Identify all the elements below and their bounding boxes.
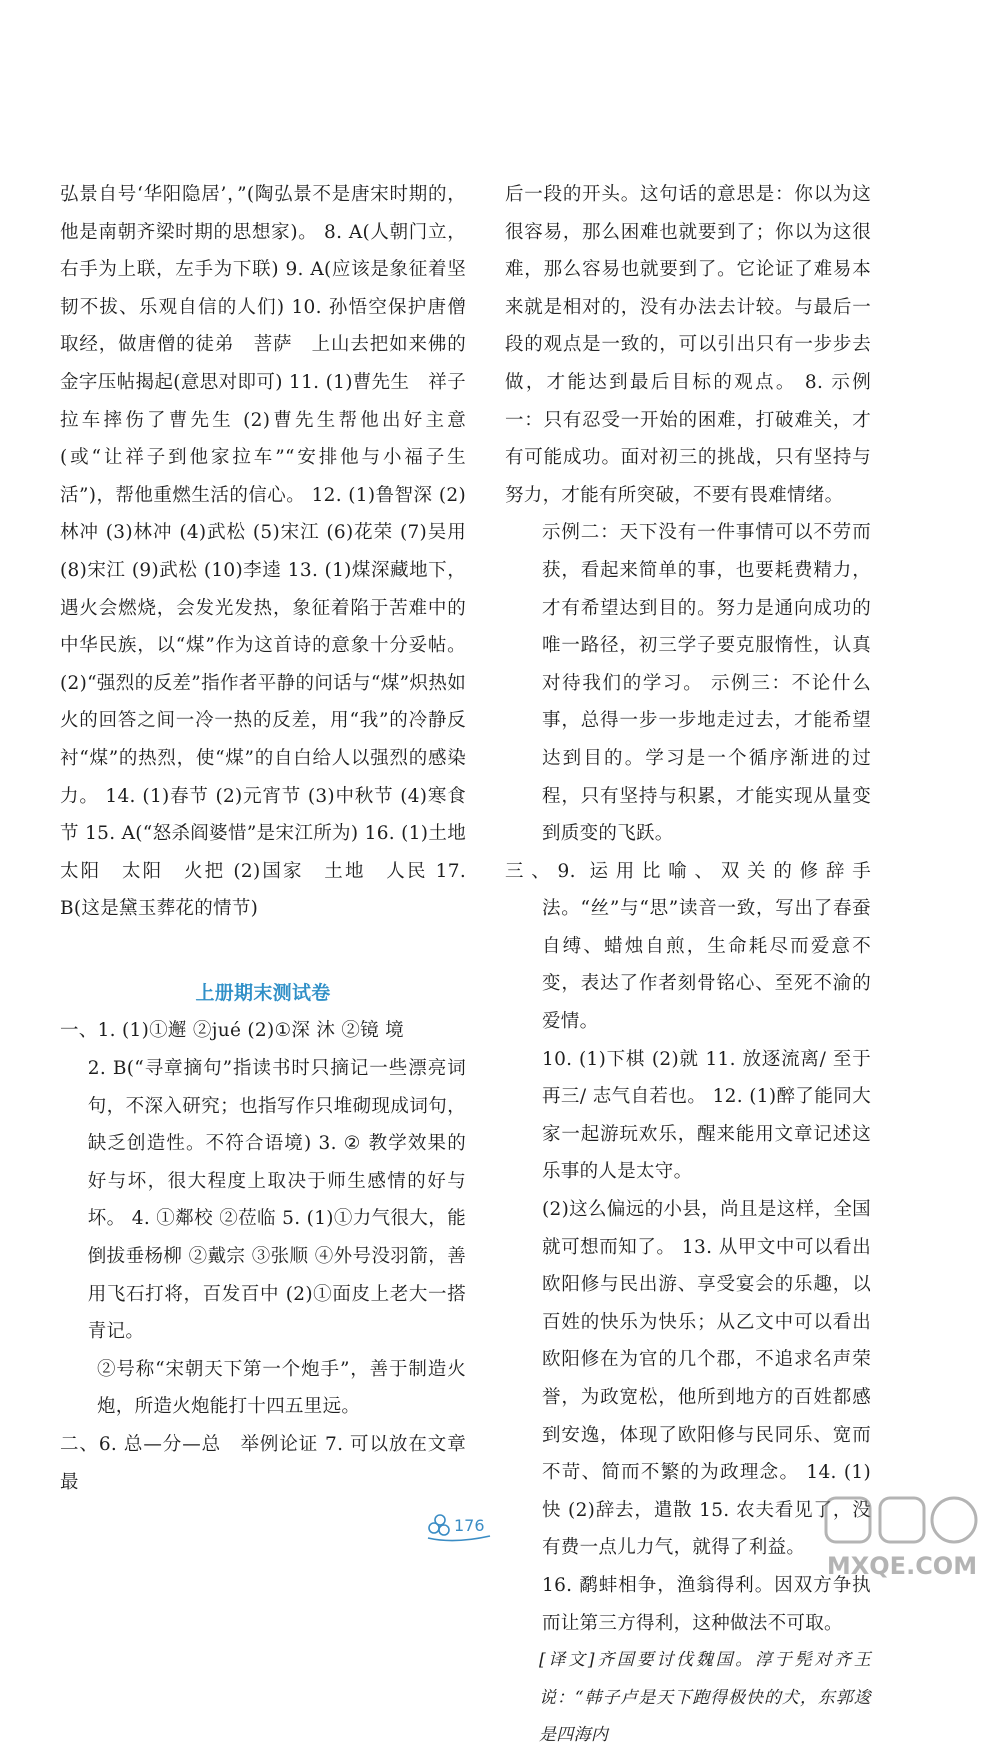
answer-paragraph: (2)这么偏远的小县，尚且是这样，全国就可想而知了。 13. 从甲文中可以看出欧阳修与民出游、享受宴会的乐趣，以百姓的快乐为快乐；从乙文中可以看出欧阳修在为官的几个郡，不追求名声荣誉，为政宽松，他所到地方的百姓都感到安逸，体现了欧阳修与民同乐、宽而不苛、简而不繁的为政理念。 14. (1)快 (2)辞去，遣散 15. 农夫看见了，没有费一点儿力气，就得了利益。 [542,1199,871,1559]
translation-paragraph: [译文]齐国要讨伐魏国。淳于髡对齐王说：“韩子卢是天下跑得极快的犬，东郭逡是四海内 [539,1650,871,1746]
answer-paragraph: 后一段的开头。这句话的意思是：你以为这很容易，那么困难也就要到了；你以为这很难，那么容易也就要到了。它论证了难易本来就是相对的，没有办法去计较。与最后一段的观点是一致的，可以引出只有一步步去做，才能达到最后目标的观点。 8. 示例一：只有忍受一开始的困难，打破难关，才有可能成功。面对初三的挑战，只有坚持与努力，才能有所突破，不要有畏难情绪。 [505,184,871,506]
answer-paragraph: 二、6. 总—分—总 举例论证 7. 可以放在文章最 [60,1434,466,1493]
left-column [60,176,485,1501]
page-number [424,1510,496,1542]
watermark-logo [818,1492,986,1584]
section-title: 上册期末测试卷 [195,981,331,1004]
page-number-text: 176 [454,1516,485,1535]
answer-paragraph: 示例二：天下没有一件事情可以不劳而获，看起来简单的事，也要耗费精力，才有希望达到目的。努力是通向成功的唯一路径，初三学子要克服惰性，认真对待我们的学习。 示例三：不论什么事，总得一步一步地走过去，才能希望达到目的。学习是一个循序渐进的过程，只有坚持与积累，才能实现从量变到质变的飞跃。 [542,522,871,845]
watermark-text: MXQE.COM [826,1552,978,1580]
answer-paragraph: 2. B(“寻章摘句”指读书时只摘记一些漂亮词句，不深入研究；也指写作只堆砌现成词句，缺乏创造性。不符合语境) 3. ② 教学效果的好与坏，很大程度上取决于师生感情的好与坏。 4. ①鄰校 ②莅临 5. (1)①力气很大，能倒拔垂杨柳 ②戴宗 ③张顺 ④外号没羽箭，善用飞石打将，百发百中 (2)①面皮上老大一搭青记。 [87,1058,466,1343]
answer-paragraph: 一、1. (1)①邂 ②jué (2)①深 沐 ②镜 境 [60,1020,404,1042]
answer-paragraph: ②号称“宋朝天下第一个炮手”，善于制造火炮，所造火炮能打十四五里远。 [97,1358,466,1418]
answer-paragraph: 弘景自号‘华阳隐居’，”(陶弘景不是唐宋时期的，他是南朝齐梁时期的思想家)。 8. A(人朝门立，右手为上联，左手为下联) 9. A(应该是象征着坚韧不拔、乐观自信的人们) 10. 孙悟空保护唐僧取经，做唐僧的徒弟 菩萨 上山去把如来佛的金字压帖揭起(意思对即可) 11. (1)曹先生 祥子拉车摔伤了曹先生 (2)曹先生帮他出好主意(或“让祥子到他家拉车”“安排他与小福子生活”)，帮他重燃生活的信心。 12. (1)鲁智深 (2)林冲 (3)林冲 (4)武松 (5)宋江 (6)花荣 (7)吴用 (8)宋江 (9)武松 (10)李逵 13. (1)煤深藏地下，遇火会燃烧，会发光发热，象征着陷于苦难中的中华民族，以“煤”作为这首诗的意象十分妥帖。 (2)“强烈的反差”指作者平静的问话与“煤”炽热如火的回答之间一冷一热的反差，用“我”的冷静反衬“煤”的热烈，使“煤”的自白给人以强烈的感染力。 14. (1)春节 (2)元宵节 (3)中秋节 (4)寒食节 15. A(“怒杀阎婆惜”是宋江所为) 16. (1)土地 太阳 太阳 火把 (2)国家 土地 人民 17. B(这是黛玉葬花的情节) [60,184,485,920]
right-column [505,176,871,1755]
answer-paragraph: 三、9. 运用比喻、双关的修辞手法。“丝”与“思”读音一致，写出了春蚕自缚、蜡烛自煎，生命耗尽而爱意不变，表达了作者刻骨铭心、至死不渝的爱情。 [505,860,871,1033]
answer-paragraph: 16. 鹬蚌相争，渔翁得利。因双方争执而让第三方得利，这种做法不可取。 [542,1574,871,1634]
answer-paragraph: 10. (1)下棋 (2)就 11. 放逐流离/ 至于再三/ 志气自若也。 12. (1)醉了能同大家一起游玩欢乐，醒来能用文章记述这乐事的人是太守。 [542,1048,871,1183]
